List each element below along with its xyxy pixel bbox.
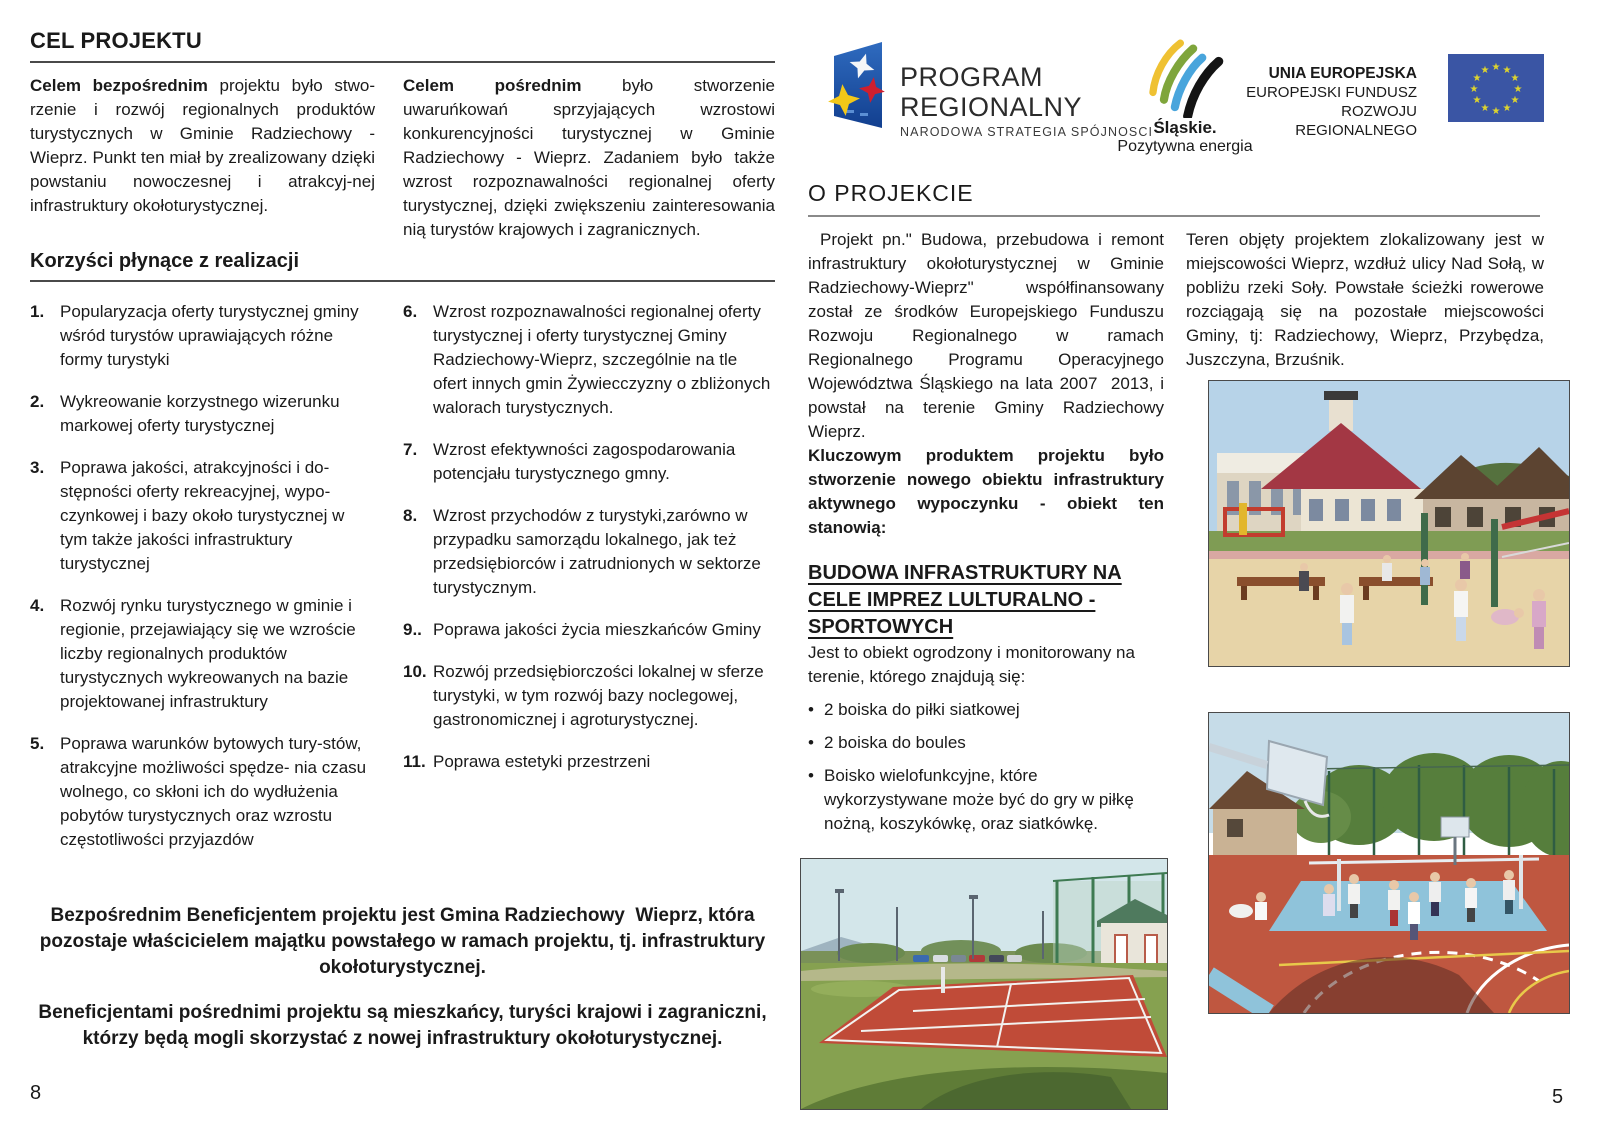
benefit-text: Wzrost przychodów z turystyki,zarówno w przypadku samorządu lokalnego, jak też przedsiębiorców i zatrudnionych w sektorze turystycznym. xyxy=(433,506,761,597)
beneficiary-direct-paragraph: Bezpośrednim Beneficjentem projektu jest Gmina Radziechowy Wieprz, która pozostaje właścicielem majątku powstałego w ramach projektu, tj. infrastruktury okołoturystycznej. xyxy=(39,905,766,978)
benefit-item-1 xyxy=(30,300,375,372)
facility-bullet-2 xyxy=(808,731,1164,755)
tennis-net-post xyxy=(941,967,945,993)
house-wall xyxy=(1213,809,1297,855)
about-col-2 xyxy=(1186,228,1544,372)
facility-bullet-text: 2 boiska do piłki siatkowej xyxy=(824,700,1020,719)
svg-text:★: ★ xyxy=(1491,62,1501,73)
benefit-item-4 xyxy=(30,594,375,714)
benefit-number: 10. xyxy=(403,662,427,681)
benefits-title: Korzyści płynące z realizacji xyxy=(30,250,775,282)
benefit-text: Wzrost rozpoznawalności regionalnej oferty turystycznej i oferty turystycznej Gminy Radziechowy-Wieprz, szczególnie na tle ofert innych gmin Żywiecczyzny o zbliżonych walorach turystycznych. xyxy=(433,302,771,417)
program-regionalny-logo-icon xyxy=(818,36,896,136)
eu-logo-text xyxy=(1232,64,1417,140)
svg-text:★: ★ xyxy=(1510,73,1520,84)
beneficiary-indirect-paragraph: Beneficjentami pośrednimi projektu są mieszkańcy, turyści krajowi i zagraniczni, którzy będą mogli skorzystać z nowej infrastruktury okołoturystycznej. xyxy=(38,1002,767,1049)
intro-lead-indirect: Celem pośrednim xyxy=(403,76,582,95)
benefit-text: Wykreowanie korzystnego wizerunku markowej oferty turystycznej xyxy=(60,392,340,435)
benefit-item-7 xyxy=(403,438,775,486)
net-post-2 xyxy=(1491,519,1498,607)
left-page-title: CEL PROJEKTU xyxy=(30,28,775,63)
svg-text:★: ★ xyxy=(1502,103,1512,114)
facility-bullet-text: Boisko wielofunkcyjne, które wykorzystywane może być do gry w piłkę nożną, koszykówkę, oraz siatkówkę. xyxy=(824,766,1134,833)
net-post-1 xyxy=(1421,513,1428,605)
slaskie-logo-icon xyxy=(1138,34,1230,118)
slaskie-line2: Pozytywna energia xyxy=(1117,138,1253,155)
eu-flag-icon xyxy=(1448,54,1544,122)
infrastructure-heading: BUDOWA INFRASTRUKTURY NA CELE IMPREZ LULTURALNO - SPORTOWYCH xyxy=(808,562,1122,638)
bullet-icon: • xyxy=(808,733,814,752)
svg-text:★: ★ xyxy=(1502,65,1512,76)
benefit-number: 9.. xyxy=(403,620,422,639)
photo-multifunctional-court xyxy=(1208,712,1570,1014)
intro-text-indirect: było stworzenie uwaruńkowań sprzyjających wzrostowi konkurencyjności turystycznej w Gminie Radziechowy - Wieprz. Zadaniem było także wzrost rozpoznawalności regionalnej oferty turystycznej, dzięki zwiększeniu zainteresowania nią turystów krajowych i zagranicznych. xyxy=(403,76,775,239)
benefit-item-5 xyxy=(30,732,375,852)
benefit-item-8 xyxy=(403,504,775,600)
benefit-number: 11. xyxy=(403,752,426,771)
benefit-text: Popularyzacja oferty turystycznej gminy wśród turystów uprawiających różne formy turystyki xyxy=(60,302,359,369)
about-paragraph-funding: Projekt pn." Budowa, przebudowa i remont infrastruktury okołoturystycznej w Gminie Radziechowy-Wieprz" współfinansowany został ze środków Europejskiego Funduszu Rozwoju Regionalnego w ramach Regionalnego Programu Operacyjnego Województwa Śląskiego na lata 2007 2013, i powstał na terenie Gminy Radziechowy Wieprz. xyxy=(808,230,1164,441)
about-paragraph-location: Teren objęty projektem zlokalizowany jest w miejscowości Wieprz, wzdłuż ulicy Nad Sołą, w pobliżu rzeki Soły. Powstałe ścieżki rowerowe rozciągają się na pozostałe miejscowości Gminy, tj: Radziechowy, Wieprz, Przybędza, Juszczyna, Brzuśnik. xyxy=(1186,230,1544,369)
svg-text:★: ★ xyxy=(1472,73,1482,84)
photo-beach-volleyball xyxy=(1208,380,1570,667)
intro-text-direct: projektu było stwo-rzenie i rozwój regionalnych produktów turystycznych w Gminie Radziechowy - Wieprz. Punkt ten miał by zrealizowany dzięki powstaniu nowoczesnej i atrakcyj-nej infrastruktury okołoturystycznej. xyxy=(30,76,375,215)
svg-text:★: ★ xyxy=(1480,103,1490,114)
benefit-item-2 xyxy=(30,390,375,438)
svg-text:★: ★ xyxy=(1480,65,1490,76)
svg-text:★: ★ xyxy=(1469,84,1479,95)
benefit-text: Rozwój przedsiębiorczości lokalnej w sferze turystyki, w tym rozwój bazy noclegowej, gastronomicznej i agroturystycznej. xyxy=(433,662,764,729)
benefit-text: Wzrost efektywności zagospodarowania potencjału turystycznego gmny. xyxy=(433,440,736,483)
benefit-number: 5. xyxy=(30,734,45,753)
about-paragraph-fenced: Jest to obiekt ogrodzony i monitorowany na terenie, którego znajdują się: xyxy=(808,643,1135,686)
intro-paragraph-indirect-goal xyxy=(403,74,775,242)
benefit-item-10 xyxy=(403,660,775,732)
benefit-text: Rozwój rynku turystycznego w gminie i regionie, przejawiający się we wzroście liczby regionalnych produktów turystycznych wykreowanych na bazie projektowanej infrastruktury xyxy=(60,596,356,711)
benefits-columns xyxy=(30,300,775,870)
bullet-icon: • xyxy=(808,766,814,785)
eu-line3: ROZWOJU REGIONALNEGO xyxy=(1295,103,1417,139)
benefit-number: 2. xyxy=(30,392,45,411)
benefit-number: 4. xyxy=(30,596,45,615)
benefit-text: Poprawa jakości, atrakcyjności i do-stępności oferty rekreacyjnej, wypo-czynkowej i bazy około turystycznej w tym także jakości infrastruktury turystycznej xyxy=(60,458,345,573)
pr-line2: REGIONALNY xyxy=(900,92,1083,122)
facility-bullet-3 xyxy=(808,764,1164,836)
eu-line1: UNIA EUROPEJSKA xyxy=(1268,65,1417,82)
eu-line2: EUROPEJSKI FUNDUSZ xyxy=(1246,84,1417,101)
facility-bullet-1 xyxy=(808,698,1164,722)
benefit-number: 7. xyxy=(403,440,418,459)
page-number-right: 5 xyxy=(1552,1086,1564,1108)
benefit-item-11 xyxy=(403,750,775,774)
facility-bullet-text: 2 boiska do boules xyxy=(824,733,966,752)
pr-line1: PROGRAM xyxy=(900,62,1044,92)
svg-text:★: ★ xyxy=(1491,106,1501,117)
bullet-icon: • xyxy=(808,700,814,719)
about-col-1 xyxy=(808,228,1164,836)
benefit-number: 6. xyxy=(403,302,418,321)
benefits-col-1 xyxy=(30,300,375,870)
slaskie-line1: Śląskie. xyxy=(1153,118,1217,137)
benefit-item-9 xyxy=(403,618,775,642)
bench-1 xyxy=(1237,577,1325,586)
benefit-number: 3. xyxy=(30,458,45,477)
benefit-number: 8. xyxy=(403,506,418,525)
svg-text:★: ★ xyxy=(1472,95,1482,106)
benefit-number: 1. xyxy=(30,302,45,321)
right-page-title: O PROJEKCIE xyxy=(808,180,1540,217)
svg-text:★: ★ xyxy=(1510,95,1520,106)
benefit-text: Poprawa estetyki przestrzeni xyxy=(433,752,651,771)
intro-paragraph-direct-goal xyxy=(30,74,375,242)
intro-columns xyxy=(30,74,775,242)
benefit-item-3 xyxy=(30,456,375,576)
benefit-text: Poprawa warunków bytowych tury-stów, atrakcyjne możliwości spędze- nia czasu wolnego, co skłoni ich do wydłużenia pobytów turystycznych oraz wzrostu częstotliwości przyjazdów xyxy=(60,734,367,849)
svg-text:★: ★ xyxy=(1513,84,1523,95)
photo-tennis-court xyxy=(800,858,1168,1110)
benefit-text: Poprawa jakości życia mieszkańców Gminy xyxy=(433,620,761,639)
benefits-col-2 xyxy=(403,300,775,870)
about-paragraph-key-product: Kluczowym produktem projektu było stworzenie nowego obiektu infrastruktury aktywnego wypoczynku - obiekt ten stanowią: xyxy=(808,446,1164,537)
pr-subtitle: NARODOWA STRATEGIA SPÓJNOSCI xyxy=(900,125,1154,139)
intro-lead-direct: Celem bezpośrednim xyxy=(30,76,208,95)
page-number-left: 8 xyxy=(30,1082,42,1104)
benefit-item-6 xyxy=(403,300,775,420)
